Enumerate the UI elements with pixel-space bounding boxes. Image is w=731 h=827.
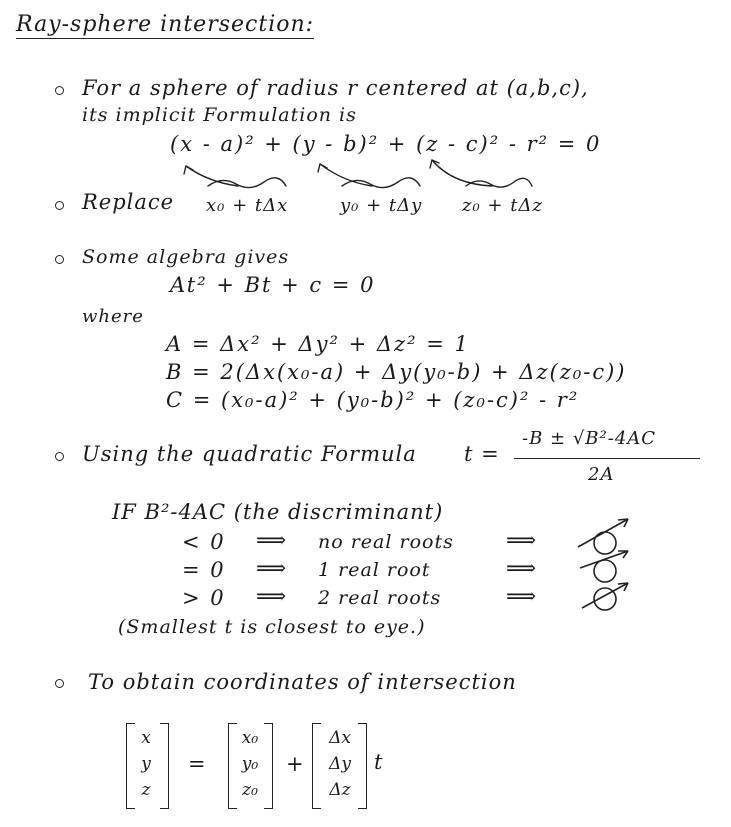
implicit-formulation-label: its implicit Formulation is [82,104,357,126]
quadratic-formula-label: Using the quadratic Formula [82,442,417,466]
coordinates-label: To obtain coordinates of intersection [88,670,517,694]
algebra-label: Some algebra gives [82,246,290,268]
link-arrow-z-icon [432,160,492,186]
rhs-dx: Δx [329,728,351,748]
t-equals: t = [464,442,500,466]
case-result: 1 real root [318,559,431,581]
case-arrow: ⟹ [256,584,289,608]
case-implies: ⟹ [506,584,539,608]
sphere-tangent-icon [580,551,628,582]
lhs-y: y [141,754,151,774]
lhs-x: x [141,728,151,748]
case-condition: = 0 [182,558,226,582]
mid-y0: y₀ [241,754,259,774]
sphere-description: For a sphere of radius r centered at (a,b,c), [82,76,589,100]
brace-z-icon [466,178,532,187]
page-title: Ray-sphere intersection: [16,12,315,37]
case-result: no real roots [318,531,454,553]
sphere-intersect-icon [582,583,628,610]
case-result: 2 real roots [318,587,442,609]
brace-y-icon [342,178,420,188]
case-condition: < 0 [182,530,226,554]
matrix-t: t [374,750,385,774]
case-arrow: ⟹ [256,556,289,580]
case-implies: ⟹ [506,528,539,552]
coefficient-b: B = 2(Δx(x₀-a) + Δy(y₀-b) + Δz(z₀-c)) [166,360,627,384]
rhs-dz: Δz [329,780,351,800]
case-implies: ⟹ [506,556,539,580]
sphere-equation: (x - a)² + (y - b)² + (z - c)² - r² = 0 [170,132,602,156]
case-condition: > 0 [182,586,226,610]
coefficient-c: C = (x₀-a)² + (y₀-b)² + (z₀-c)² - r² [166,388,580,412]
lhs-z: z [141,780,151,800]
link-arrow-y-icon [320,164,372,186]
mid-x0: x₀ [241,728,259,748]
formula-numerator: -B ± √B²-4AC [522,428,657,449]
coefficient-a: A = Δx² + Δy² + Δz² = 1 [166,332,470,356]
discriminant-header: IF B²-4AC (the discriminant) [112,500,444,524]
matrix-equals: = [188,752,208,776]
replace-z: z₀ + tΔz [462,195,543,216]
replace-label: Replace [82,190,175,214]
formula-denominator: 2A [588,464,615,485]
replace-x: x₀ + tΔx [206,195,289,216]
quadratic-equation: At² + Bt + c = 0 [170,273,376,297]
mid-z0: z₀ [242,780,258,800]
where-label: where [82,306,144,327]
smallest-t-note: (Smallest t is closest to eye.) [118,616,426,638]
rhs-dy: Δy [329,754,351,774]
case-arrow: ⟹ [256,528,289,552]
replace-y: y₀ + tΔy [340,195,423,216]
matrix-plus: + [286,752,306,776]
sphere-miss-icon [578,519,628,554]
